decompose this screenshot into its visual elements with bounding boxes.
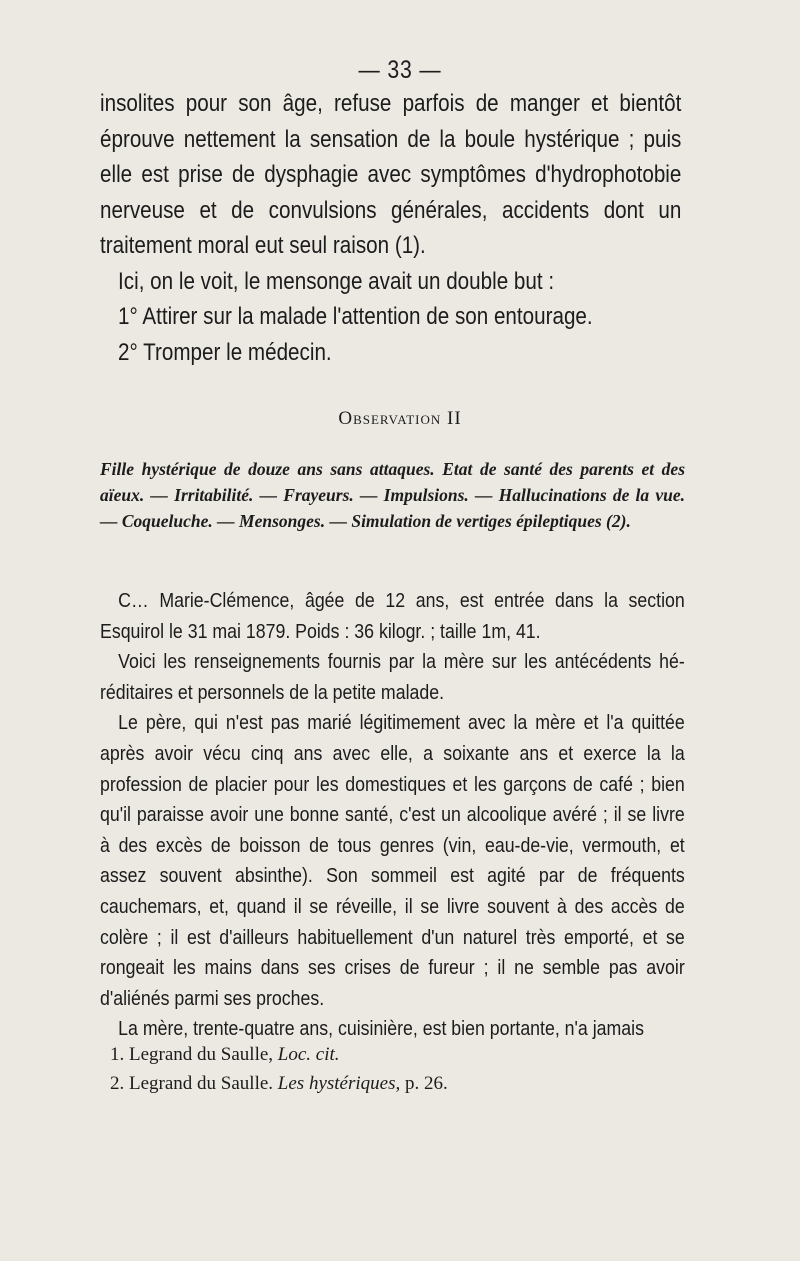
footnote-author: Legrand du Saulle.: [129, 1073, 274, 1094]
intro-paragraph: [100, 86, 681, 370]
intro-text: insolites pour son âge, refuse parfois de manger et bientôt éprouve nettement la sensation de la boule hystérique ; puis elle est prise de dysphagie avec symptômes d'hydrophotobie nerveuse et de convulsions générales, accidents dont un traitement moral eut seul raison (1).: [100, 90, 682, 259]
body-paragraph: C… Marie-Clémence, âgée de 12 ans, est entrée dans la section Esquirol le 31 mai 1879. Poids : 36 kilogr. ; taille 1m, 41.: [100, 589, 685, 643]
observation-summary: Fille hystérique de douze ans sans attaques. Etat de santé des parents et des aïeux. — Irritabilité. — Frayeurs. — Impulsions. — Hallucinations de la vue. — Coqueluche. — Mensonges. — Simulation de vertiges épileptiques (2).: [100, 459, 685, 531]
observation-title: Observation II: [338, 408, 462, 429]
footnote-author: Legrand du Saulle,: [129, 1044, 274, 1065]
footnote-work: Loc. cit.: [277, 1044, 340, 1065]
footnotes: [110, 1040, 710, 1098]
body-paragraph: Le père, qui n'est pas marié légitimement avec la mère et l'a quittée après avoir vécu cinq ans avec elle, a soixante ans et exerce la la profession de placier pour les domestiques et les garçons de café ; bien qu'il paraisse avoir une bonne santé, c'est un alcoolique avéré ; il se livre à des excès de boisson de tous genres (vin, eau-de-vie, vermouth, et assez souvent absinthe). Son sommeil est agité par de fréquents cauchemars, et, quand il se réveille, il se livre souvent à des accès de colère ; il est d'ailleurs habituellement d'un naturel très emporté, et se rongeait les mains dans ses crises de fureur ; il ne semble pas avoir d'aliénés parmi ses proches.: [100, 711, 685, 1010]
footnote-2: [110, 1069, 710, 1098]
footnote-1: [110, 1040, 710, 1069]
footnote-page: p. 26.: [404, 1073, 448, 1094]
body-paragraph: Voici les renseignements fournis par la mère sur les antécédents héréditaires et personnels de la petite malade.: [100, 650, 685, 704]
intro-line-2: 1° Attirer sur la malade l'attention de son entourage.: [118, 303, 593, 330]
body-paragraph: La mère, trente-quatre ans, cuisinière, est bien portante, n'a jamais: [118, 1017, 644, 1041]
intro-line-3: 2° Tromper le médecin.: [118, 338, 332, 366]
observation-body: [100, 586, 685, 1045]
page-number: — 33 —: [358, 56, 442, 84]
footnote-number: 2.: [110, 1073, 125, 1094]
intro-line-1: Ici, on le voit, le mensonge avait un double but :: [118, 267, 555, 295]
footnote-work: Les hystériques,: [277, 1073, 401, 1094]
footnote-number: 1.: [110, 1044, 125, 1065]
